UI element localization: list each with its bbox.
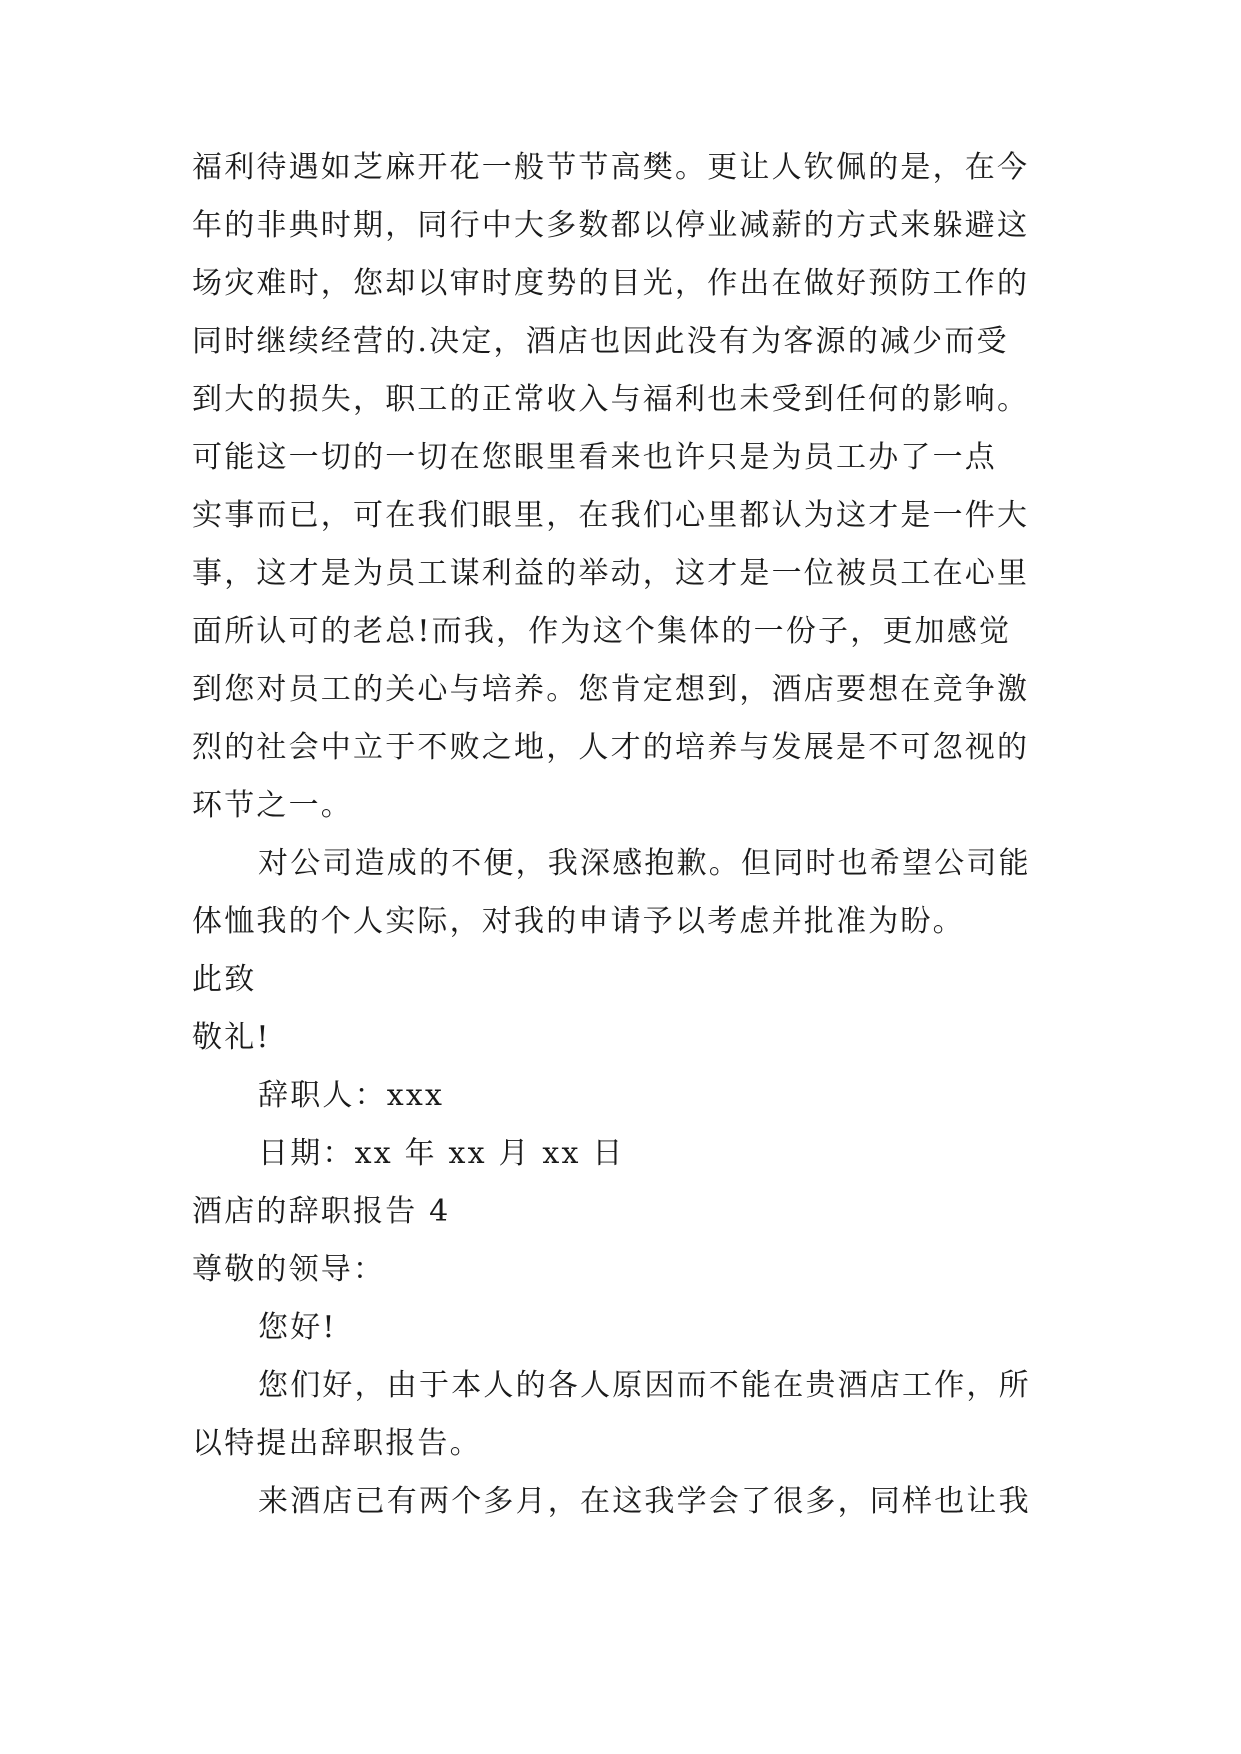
body-text-line: 年的非典时期，同行中大多数都以停业减薪的方式来躲避这 — [192, 208, 1030, 243]
section-title: 酒店的辞职报告 4 — [192, 1194, 451, 1229]
body-text-line: 同时继续经营的.决定，酒店也因此没有为客源的减少而受 — [192, 324, 1009, 359]
paragraph-first-line: 来酒店已有两个多月，在这我学会了很多，同样也让我 — [258, 1484, 1031, 1519]
body-text-line: 烈的社会中立于不败之地，人才的培养与发展是不可忽视的 — [192, 730, 1030, 765]
paragraph-first-line: 对公司造成的不便，我深感抱歉。但同时也希望公司能 — [258, 846, 1031, 881]
body-text-line: 可能这一切的一切在您眼里看来也许只是为员工办了一点 — [192, 440, 997, 475]
body-text-line: 福利待遇如芝麻开花一般节节高樊。更让人钦佩的是，在今 — [192, 150, 1030, 185]
greeting: 尊敬的领导： — [192, 1252, 386, 1287]
body-text-line: 实事而已，可在我们眼里，在我们心里都认为这才是一件大 — [192, 498, 1030, 533]
body-text-line: 场灾难时，您却以审时度势的目光，作出在做好预防工作的 — [192, 266, 1030, 301]
body-text-line: 面所认可的老总!而我，作为这个集体的一份子，更加感觉 — [192, 614, 1012, 649]
body-text-line: 体恤我的个人实际，对我的申请予以考虑并批准为盼。 — [192, 904, 965, 939]
closing-salutation: 此致 — [192, 962, 257, 997]
body-text-line: 环节之一。 — [192, 788, 353, 823]
paragraph-first-line: 您们好，由于本人的各人原因而不能在贵酒店工作，所 — [258, 1368, 1031, 1403]
signature-date: 日期：xx 年 xx 月 xx 日 — [258, 1136, 625, 1171]
closing-salutation: 敬礼! — [192, 1020, 271, 1055]
body-text-line: 以特提出辞职报告。 — [192, 1426, 482, 1461]
body-text-line: 事，这才是为员工谋利益的举动，这才是一位被员工在心里 — [192, 556, 1030, 591]
greeting: 您好! — [258, 1310, 337, 1345]
signature-name: 辞职人：xxx — [258, 1078, 445, 1113]
body-text-line: 到大的损失，职工的正常收入与福利也未受到任何的影响。 — [192, 382, 1030, 417]
body-text-line: 到您对员工的关心与培养。您肯定想到，酒店要想在竞争激 — [192, 672, 1030, 707]
